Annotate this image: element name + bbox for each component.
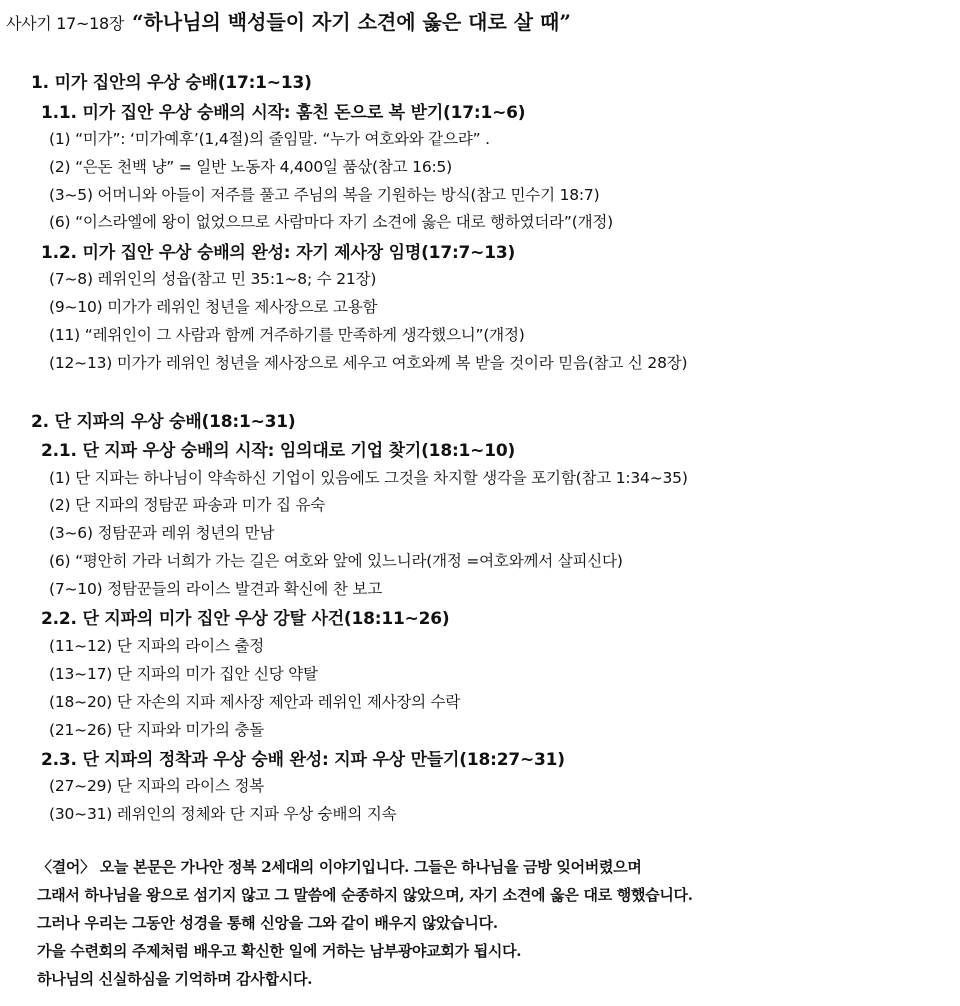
outline-item: (21~26) 단 지파와 미가의 충돌: [49, 721, 264, 739]
conclusion-line: 〈결어〉 오늘 본문은 가나안 정복 2세대의 이야기입니다. 그들은 하나님을 금방 잊어버렸으며: [37, 858, 642, 876]
outline-item: (7~8) 레위인의 성읍(참고 민 35:1~8; 수 21장): [49, 270, 377, 288]
outline-item: (13~17) 단 지파의 미가 집안 신당 약탈: [49, 665, 318, 683]
subsection-2-3-heading: 2.3. 단 지파의 정착과 우상 숭배 완성: 지파 우상 만들기(18:27~31): [41, 750, 565, 770]
conclusion-line: 그래서 하나님을 왕으로 섬기지 않고 그 말씀에 순종하지 않았으며, 자기 소견에 옳은 대로 행했습니다.: [37, 886, 693, 904]
conclusion-line: 하나님의 신실하심을 기억하며 감사합시다.: [37, 970, 313, 988]
outline-item: (18~20) 단 자손의 지파 제사장 제안과 레위인 제사장의 수락: [49, 693, 461, 711]
outline-item: (6) “이스라엘에 왕이 없었으므로 사람마다 자기 소견에 옳은 대로 행하였더라”(개정): [49, 213, 613, 231]
section-2-heading: 2. 단 지파의 우상 숭배(18:1~31): [31, 412, 296, 432]
subsection-2-1-heading: 2.1. 단 지파 우상 숭배의 시작: 임의대로 기업 찾기(18:1~10): [41, 441, 516, 461]
outline-item: (12~13) 미가가 레위인 청년을 제사장으로 세우고 여호와께 복 받을 것이라 믿음(참고 신 28장): [49, 354, 688, 372]
sermon-title: “하나님의 백성들이 자기 소견에 옳은 대로 살 때”: [132, 10, 571, 34]
outline-item: (1) 단 지파는 하나님이 약속하신 기업이 있음에도 그것을 차지할 생각을 포기함(참고 1:34~35): [49, 469, 688, 487]
title-row: [6, 6, 571, 35]
subsection-1-1-heading: 1.1. 미가 집안 우상 숭배의 시작: 훔친 돈으로 복 받기(17:1~6): [41, 103, 526, 123]
outline-item: (30~31) 레위인의 정체와 단 지파 우상 숭배의 지속: [49, 805, 397, 823]
section-1-heading: 1. 미가 집안의 우상 숭배(17:1~13): [31, 73, 312, 93]
outline-item: (11~12) 단 지파의 라이스 출정: [49, 637, 264, 655]
outline-item: (7~10) 정탐꾼들의 라이스 발견과 확신에 찬 보고: [49, 580, 382, 598]
subsection-2-2-heading: 2.2. 단 지파의 미가 집안 우상 강탈 사건(18:11~26): [41, 609, 450, 629]
outline-item: (1) “미가”: ‘미가예후’(1,4절)의 줄임말. “누가 여호와와 같으랴” .: [49, 130, 490, 148]
outline-item: (2) 단 지파의 정탐꾼 파송과 미가 집 유숙: [49, 496, 326, 514]
outline-item: (3~5) 어머니와 아들이 저주를 풀고 주님의 복을 기원하는 방식(참고 민수기 18:7): [49, 186, 600, 204]
subsection-1-2-heading: 1.2. 미가 집안 우상 숭배의 완성: 자기 제사장 임명(17:7~13): [41, 243, 516, 263]
outline-item: (6) “평안히 가라 너희가 가는 길은 여호와 앞에 있느니라(개정 =여호와께서 살피신다): [49, 552, 623, 570]
conclusion-line: 그러나 우리는 그동안 성경을 통해 신앙을 그와 같이 배우지 않았습니다.: [37, 914, 498, 932]
outline-item: (27~29) 단 지파의 라이스 정복: [49, 777, 264, 795]
outline-item: (2) “은돈 천백 냥” = 일반 노동자 4,400일 품삯(참고 16:5): [49, 158, 453, 176]
outline-item: (11) “레위인이 그 사람과 함께 거주하기를 만족하게 생각했으니”(개정): [49, 326, 525, 344]
scripture-reference: 사사기 17~18장: [6, 14, 125, 33]
conclusion-line: 가을 수련회의 주제처럼 배우고 확신한 일에 거하는 남부광야교회가 됩시다.: [37, 942, 522, 960]
outline-item: (3~6) 정탐꾼과 레위 청년의 만남: [49, 524, 275, 542]
outline-item: (9~10) 미가가 레위인 청년을 제사장으로 고용함: [49, 298, 378, 316]
